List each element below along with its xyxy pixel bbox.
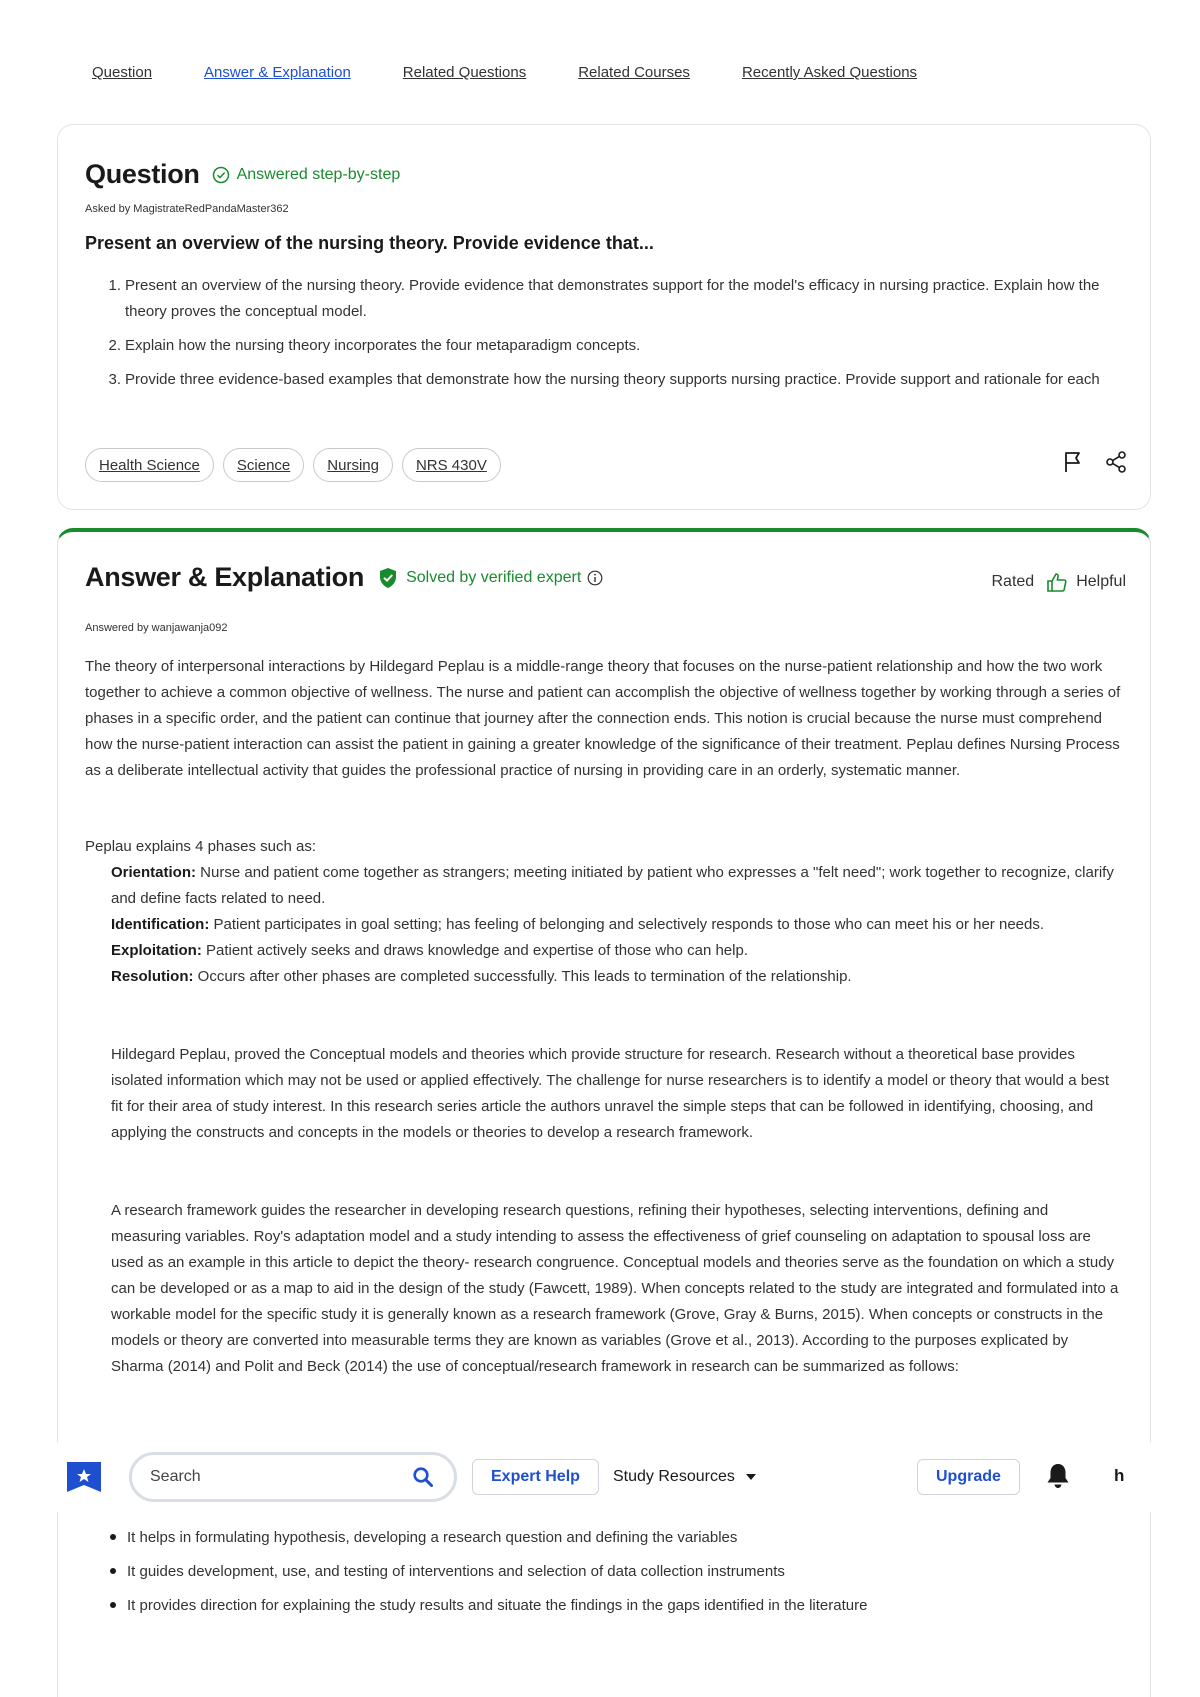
list-item — [110, 1520, 1110, 1554]
bullet-icon — [110, 1602, 116, 1608]
list-text: It provides direction for explaining the study results and situate the findings in the gaps identified in the literature — [127, 1596, 868, 1614]
upgrade-button[interactable]: Upgrade — [917, 1459, 1020, 1495]
list-item — [85, 367, 1125, 393]
phase-item — [111, 860, 1121, 912]
answer-paragraph: Hildegard Peplau, proved the Conceptual models and theories which provide structure for research. Research without a theoretical base provides isolated information which may not be used or applied effectively. The challenge for nurse researchers is to identify a model or theory that would a best fit for their area of study interest. In this research series article the authors unravel the simple steps that can be followed in identifying, choosing, and applying the constructs and concepts in the models or theories to develop a research framework. — [111, 1046, 1110, 1141]
phase-item — [111, 964, 1121, 990]
flag-icon[interactable] — [1062, 450, 1084, 474]
phase-text: Patient actively seeks and draws knowledge and expertise of those who can help. — [201, 942, 748, 959]
phase-name: Resolution: — [111, 968, 194, 985]
phases-intro: Peplau explains 4 phases such as: — [85, 838, 316, 855]
list-number: 1. — [108, 277, 121, 294]
framework-uses-list — [110, 1520, 1110, 1622]
verified-shield-icon — [378, 567, 398, 589]
list-number: 3. — [108, 371, 121, 388]
phase-item — [111, 912, 1121, 938]
tag-science[interactable]: Science — [223, 448, 304, 482]
share-icon[interactable] — [1104, 450, 1128, 474]
check-circle-icon — [212, 166, 230, 184]
question-card — [57, 124, 1151, 510]
search-box — [129, 1452, 457, 1502]
phase-text: Patient participates in goal setting; has feeling of belonging and selectively responds to those who can meet his or her needs. — [209, 916, 1045, 933]
caret-down-icon — [745, 1473, 757, 1481]
bell-icon[interactable] — [1045, 1462, 1071, 1490]
bookmark-logo-icon[interactable] — [65, 1460, 103, 1494]
study-resources-dropdown[interactable] — [613, 1459, 757, 1495]
list-item — [85, 333, 1125, 359]
question-list — [85, 273, 1125, 401]
bottom-toolbar — [57, 1442, 1151, 1512]
list-number: 2. — [108, 337, 121, 354]
phases-list — [111, 860, 1121, 990]
question-header — [85, 159, 400, 190]
answered-by: Answered by wanjawanja092 — [85, 622, 228, 634]
phase-item — [111, 938, 1121, 964]
tag-course[interactable]: NRS 430V — [402, 448, 501, 482]
question-actions — [1062, 450, 1128, 474]
info-icon[interactable] — [587, 570, 603, 586]
list-item — [110, 1588, 1110, 1622]
search-icon[interactable] — [412, 1466, 434, 1488]
tab-related-questions[interactable]: Related Questions — [402, 64, 527, 81]
tag-list — [85, 448, 501, 482]
tab-related-courses[interactable]: Related Courses — [578, 64, 690, 81]
tab-question[interactable]: Question — [92, 64, 153, 81]
phase-text: Nurse and patient come together as strangers; meeting initiated by patient who expresses a "felt need"; work together to recognize, clarify and define facts related to need. — [111, 864, 1114, 907]
thumbs-up-icon[interactable] — [1046, 572, 1068, 592]
tag-nursing[interactable]: Nursing — [313, 448, 393, 482]
list-text: It guides development, use, and testing of interventions and selection of data collection instruments — [127, 1562, 785, 1580]
search-input[interactable] — [150, 1468, 412, 1486]
asked-by: Asked by MagistrateRedPandaMaster362 — [85, 203, 289, 215]
bullet-icon — [110, 1534, 116, 1540]
list-text: Present an overview of the nursing theory. Provide evidence that demonstrates support for the model's efficacy in nursing practice. Explain how the theory proves the conceptual model. — [125, 277, 1100, 320]
tab-recently-asked[interactable]: Recently Asked Questions — [741, 64, 918, 81]
bullet-icon — [110, 1568, 116, 1574]
study-resources-label: Study Resources — [613, 1468, 735, 1485]
answered-badge — [212, 166, 401, 184]
question-headline: Present an overview of the nursing theory. Provide evidence that... — [85, 233, 654, 253]
list-text: It helps in formulating hypothesis, developing a research question and defining the variables — [127, 1528, 738, 1546]
list-item — [110, 1554, 1110, 1588]
helpful-label: Helpful — [1076, 573, 1126, 590]
answer-title: Answer & Explanation — [85, 562, 365, 592]
list-text: Explain how the nursing theory incorporates the four metaparadigm concepts. — [125, 337, 641, 354]
avatar[interactable]: h — [1114, 1466, 1125, 1485]
tag-health-science[interactable]: Health Science — [85, 448, 214, 482]
list-item — [85, 273, 1125, 325]
phase-name: Exploitation: — [111, 942, 202, 959]
answered-status: Answered step-by-step — [236, 165, 401, 183]
question-title: Question — [85, 159, 200, 189]
phase-name: Orientation: — [111, 864, 196, 881]
answer-header — [85, 562, 603, 593]
tab-answer-explanation[interactable]: Answer & Explanation — [204, 64, 351, 81]
rated-label: Rated — [991, 573, 1035, 590]
rating — [991, 572, 1126, 592]
verified-badge — [378, 567, 603, 589]
phase-text: Occurs after other phases are completed successfully. This leads to termination of the relationship. — [193, 968, 852, 985]
answer-paragraph: The theory of interpersonal interactions by Hildegard Peplau is a middle-range theory that focuses on the nurse-patient relationship and how the two work together to achieve a common objective of wellness. The nurse and patient can accomplish the objective of wellness together by working through a series of phases in a specific order, and the patient can continue that journey after the connection ends. This notion is crucial because the nurse must comprehend how the nurse-patient interaction can assist the patient in gaining a greater knowledge of the significance of their treatment. Peplau defines Nursing Process as a deliberate intellectual activity that guides the professional practice of nursing in providing care in an orderly, systematic manner. — [85, 658, 1121, 779]
phase-name: Identification: — [111, 916, 210, 933]
answer-paragraph: A research framework guides the researcher in developing research questions, refining their hypotheses, selecting interventions, defining and measuring variables. Roy's adaptation model and a study intending to assess the effectiveness of grief counseling on adaptation to spousal loss are used as an example in this article to depict the theory- research congruence. Conceptual models and theories serve as the foundation on which a study can be developed or as a map to aid in the design of the study (Fawcett, 1989). When concepts related to the study are integrated and formulated into a workable model for the specific study it is generally known as a research framework (Grove, Gray & Burns, 2015). When concepts or constructs in the models or theory are converted into measurable terms they are known as variables (Grove et al., 2013). According to the purposes explicated by Sharma (2014) and Polit and Beck (2014) the use of conceptual/research framework in research can be summarized as follows: — [111, 1202, 1119, 1375]
expert-help-button[interactable]: Expert Help — [472, 1459, 599, 1495]
list-text: Provide three evidence-based examples that demonstrate how the nursing theory supports nursing practice. Provide support and rationale for each — [125, 371, 1100, 388]
section-tabs — [92, 64, 969, 81]
verified-status: Solved by verified expert — [406, 568, 582, 586]
